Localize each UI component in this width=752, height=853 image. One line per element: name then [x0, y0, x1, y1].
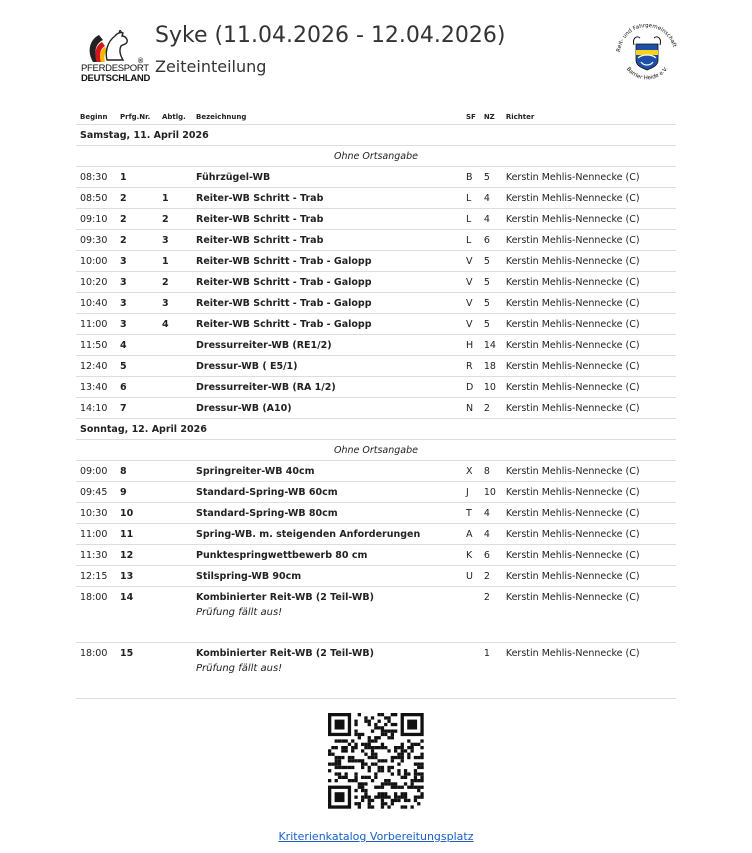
competition-name: Dressur-WB (A10) — [196, 402, 292, 414]
cell-bezeichnung — [192, 230, 462, 251]
cell-sf: U — [462, 566, 480, 587]
cell-richter: Kerstin Mehlis-Nennecke (C) — [502, 230, 676, 251]
day-row — [76, 419, 676, 440]
cell-prfg-nr: 2 — [116, 188, 158, 209]
cell-beginn: 10:00 — [76, 251, 116, 272]
cell-nz: 5 — [480, 167, 502, 188]
cell-prfg-nr: 6 — [116, 377, 158, 398]
table-row — [76, 335, 676, 356]
table-row — [76, 230, 676, 251]
cell-beginn: 10:40 — [76, 293, 116, 314]
cell-prfg-nr: 3 — [116, 272, 158, 293]
cell-bezeichnung — [192, 335, 462, 356]
col-beginn: Beginn — [76, 109, 116, 125]
cell-sf: N — [462, 398, 480, 419]
cell-bezeichnung — [192, 167, 462, 188]
cell-beginn: 12:15 — [76, 566, 116, 587]
table-row — [76, 587, 676, 643]
competition-name: Dressurreiter-WB (RE1/2) — [196, 339, 332, 351]
cell-sf: R — [462, 356, 480, 377]
table-row — [76, 188, 676, 209]
day-label: Sonntag, 12. April 2026 — [76, 419, 676, 440]
cell-abtlg — [158, 566, 192, 587]
competition-name: Dressurreiter-WB (RA 1/2) — [196, 381, 336, 393]
kriterienkatalog-link[interactable]: Kriterienkatalog Vorbereitungsplatz — [278, 830, 474, 843]
cell-sf: D — [462, 377, 480, 398]
logo-arc-text: Reit- und Fahrgemeinschaft — [616, 24, 678, 53]
cell-bezeichnung — [192, 377, 462, 398]
cell-beginn: 18:00 — [76, 643, 116, 699]
location-label: Ohne Ortsangabe — [76, 146, 676, 167]
cell-nz: 10 — [480, 482, 502, 503]
cell-abtlg — [158, 398, 192, 419]
cell-prfg-nr: 3 — [116, 251, 158, 272]
cell-bezeichnung — [192, 314, 462, 335]
cell-nz: 2 — [480, 587, 502, 643]
horse-head-icon — [79, 30, 145, 64]
cell-sf: B — [462, 167, 480, 188]
cell-nz: 18 — [480, 356, 502, 377]
logo-line-2: DEUTSCHLAND — [81, 73, 151, 84]
col-prfg-nr: Prfg.Nr. — [116, 109, 158, 125]
cell-richter: Kerstin Mehlis-Nennecke (C) — [502, 314, 676, 335]
competition-name: Dressur-WB ( E5/1) — [196, 360, 298, 372]
cell-abtlg — [158, 377, 192, 398]
col-bezeichnung: Bezeichnung — [192, 109, 462, 125]
cell-bezeichnung — [192, 524, 462, 545]
cell-beginn: 09:10 — [76, 209, 116, 230]
cell-richter: Kerstin Mehlis-Nennecke (C) — [502, 209, 676, 230]
cell-sf: J — [462, 482, 480, 503]
cancellation-note: Prüfung fällt aus! — [196, 607, 283, 618]
cell-nz: 6 — [480, 230, 502, 251]
cell-beginn: 11:00 — [76, 314, 116, 335]
cell-beginn: 10:20 — [76, 272, 116, 293]
cell-richter: Kerstin Mehlis-Nennecke (C) — [502, 461, 676, 482]
qr-code — [312, 703, 437, 818]
cell-richter: Kerstin Mehlis-Nennecke (C) — [502, 566, 676, 587]
col-richter: Richter — [502, 109, 676, 125]
cell-sf: V — [462, 251, 480, 272]
competition-name: Kombinierter Reit-WB (2 Teil-WB) — [196, 592, 374, 603]
table-row — [76, 167, 676, 188]
cell-prfg-nr: 1 — [116, 167, 158, 188]
cell-abtlg: 1 — [158, 251, 192, 272]
table-row — [76, 503, 676, 524]
cell-nz: 4 — [480, 188, 502, 209]
cell-prfg-nr: 7 — [116, 398, 158, 419]
cell-prfg-nr: 3 — [116, 314, 158, 335]
cell-beginn: 08:50 — [76, 188, 116, 209]
cell-richter: Kerstin Mehlis-Nennecke (C) — [502, 251, 676, 272]
cell-beginn: 09:00 — [76, 461, 116, 482]
table-row — [76, 566, 676, 587]
table-row — [76, 272, 676, 293]
cell-abtlg: 2 — [158, 209, 192, 230]
cell-bezeichnung — [192, 293, 462, 314]
cell-richter: Kerstin Mehlis-Nennecke (C) — [502, 356, 676, 377]
cell-sf — [462, 587, 480, 643]
pferdesport-deutschland-logo — [79, 30, 151, 86]
cell-bezeichnung — [192, 251, 462, 272]
cell-bezeichnung — [192, 643, 462, 699]
cell-sf: K — [462, 545, 480, 566]
cell-sf: A — [462, 524, 480, 545]
cell-abtlg — [158, 545, 192, 566]
competition-name: Standard-Spring-WB 80cm — [196, 507, 338, 519]
cell-bezeichnung — [192, 461, 462, 482]
table-header-row — [76, 109, 676, 125]
competition-name: Stilspring-WB 90cm — [196, 570, 302, 582]
cell-abtlg: 1 — [158, 188, 192, 209]
logo-line-1: PFERDESPORT — [81, 63, 149, 74]
table-row — [76, 209, 676, 230]
cell-sf: T — [462, 503, 480, 524]
cell-richter: Kerstin Mehlis-Nennecke (C) — [502, 398, 676, 419]
competition-name: Reiter-WB Schritt - Trab - Galopp — [196, 318, 372, 330]
cell-nz: 2 — [480, 398, 502, 419]
cell-abtlg — [158, 356, 192, 377]
cell-beginn: 11:50 — [76, 335, 116, 356]
cell-prfg-nr: 13 — [116, 566, 158, 587]
table-row — [76, 545, 676, 566]
cell-nz: 10 — [480, 377, 502, 398]
cell-nz: 14 — [480, 335, 502, 356]
cell-beginn: 18:00 — [76, 587, 116, 643]
cell-richter: Kerstin Mehlis-Nennecke (C) — [502, 188, 676, 209]
cell-nz: 4 — [480, 209, 502, 230]
cell-bezeichnung — [192, 272, 462, 293]
cell-nz: 5 — [480, 251, 502, 272]
cell-sf: V — [462, 314, 480, 335]
cell-bezeichnung — [192, 482, 462, 503]
cell-beginn: 12:40 — [76, 356, 116, 377]
cell-nz: 2 — [480, 566, 502, 587]
page-subtitle: Zeiteinteilung — [155, 57, 267, 76]
cell-sf: H — [462, 335, 480, 356]
logo-bottom-text: Barrier Heide e.V. — [624, 66, 670, 82]
cell-prfg-nr: 10 — [116, 503, 158, 524]
cell-richter: Kerstin Mehlis-Nennecke (C) — [502, 643, 676, 699]
cell-sf — [462, 643, 480, 699]
club-emblem-icon — [612, 24, 682, 90]
cell-abtlg — [158, 524, 192, 545]
competition-name: Spring-WB. m. steigenden Anforderungen — [196, 528, 421, 540]
competition-name: Führzügel-WB — [196, 171, 271, 183]
competition-name: Reiter-WB Schritt - Trab — [196, 192, 324, 204]
competition-name: Reiter-WB Schritt - Trab - Galopp — [196, 297, 372, 309]
cell-richter: Kerstin Mehlis-Nennecke (C) — [502, 482, 676, 503]
cell-prfg-nr: 9 — [116, 482, 158, 503]
cell-abtlg: 4 — [158, 314, 192, 335]
cell-prfg-nr: 5 — [116, 356, 158, 377]
competition-name: Reiter-WB Schritt - Trab — [196, 213, 324, 225]
cell-prfg-nr: 8 — [116, 461, 158, 482]
table-row — [76, 524, 676, 545]
cell-abtlg — [158, 587, 192, 643]
cell-prfg-nr: 3 — [116, 293, 158, 314]
cell-beginn: 13:40 — [76, 377, 116, 398]
cell-beginn: 11:00 — [76, 524, 116, 545]
day-row — [76, 125, 676, 146]
logo-registered: ® — [138, 58, 144, 65]
club-logo — [612, 24, 682, 90]
schedule-body — [76, 125, 676, 699]
cell-bezeichnung — [192, 398, 462, 419]
competition-name: Kombinierter Reit-WB (2 Teil-WB) — [196, 648, 374, 659]
cell-nz: 4 — [480, 524, 502, 545]
table-row — [76, 461, 676, 482]
cell-nz: 8 — [480, 461, 502, 482]
competition-name: Reiter-WB Schritt - Trab - Galopp — [196, 276, 372, 288]
cell-richter: Kerstin Mehlis-Nennecke (C) — [502, 272, 676, 293]
cell-bezeichnung — [192, 209, 462, 230]
competition-name: Reiter-WB Schritt - Trab - Galopp — [196, 255, 372, 267]
cancellation-note: Prüfung fällt aus! — [196, 663, 283, 674]
cell-richter: Kerstin Mehlis-Nennecke (C) — [502, 545, 676, 566]
cell-abtlg — [158, 482, 192, 503]
cell-abtlg: 3 — [158, 230, 192, 251]
cell-abtlg — [158, 643, 192, 699]
cell-bezeichnung — [192, 188, 462, 209]
cell-beginn: 10:30 — [76, 503, 116, 524]
competition-name: Springreiter-WB 40cm — [196, 465, 315, 477]
cell-prfg-nr: 14 — [116, 587, 158, 643]
cell-richter: Kerstin Mehlis-Nennecke (C) — [502, 587, 676, 643]
cell-prfg-nr: 2 — [116, 230, 158, 251]
cell-prfg-nr: 15 — [116, 643, 158, 699]
table-row — [76, 314, 676, 335]
cell-beginn: 11:30 — [76, 545, 116, 566]
cell-prfg-nr: 11 — [116, 524, 158, 545]
cell-bezeichnung — [192, 545, 462, 566]
cell-richter: Kerstin Mehlis-Nennecke (C) — [502, 167, 676, 188]
location-row — [76, 440, 676, 461]
col-abtlg: Abtlg. — [158, 109, 192, 125]
cell-richter: Kerstin Mehlis-Nennecke (C) — [502, 377, 676, 398]
cell-abtlg: 3 — [158, 293, 192, 314]
cell-richter: Kerstin Mehlis-Nennecke (C) — [502, 524, 676, 545]
cell-sf: V — [462, 293, 480, 314]
cell-beginn: 09:45 — [76, 482, 116, 503]
table-row — [76, 251, 676, 272]
cell-richter: Kerstin Mehlis-Nennecke (C) — [502, 503, 676, 524]
cell-richter: Kerstin Mehlis-Nennecke (C) — [502, 335, 676, 356]
table-row — [76, 377, 676, 398]
cell-sf: L — [462, 209, 480, 230]
cell-sf: L — [462, 230, 480, 251]
cell-bezeichnung — [192, 503, 462, 524]
cell-bezeichnung — [192, 587, 462, 643]
cell-sf: V — [462, 272, 480, 293]
cell-nz: 5 — [480, 272, 502, 293]
cell-abtlg — [158, 461, 192, 482]
cell-sf: L — [462, 188, 480, 209]
day-label: Samstag, 11. April 2026 — [76, 125, 676, 146]
table-row — [76, 293, 676, 314]
table-row — [76, 398, 676, 419]
cell-nz: 1 — [480, 643, 502, 699]
cell-prfg-nr: 2 — [116, 209, 158, 230]
cell-abtlg — [158, 503, 192, 524]
cell-nz: 5 — [480, 314, 502, 335]
table-row — [76, 356, 676, 377]
cell-abtlg: 2 — [158, 272, 192, 293]
col-nz: NZ — [480, 109, 502, 125]
cell-richter: Kerstin Mehlis-Nennecke (C) — [502, 293, 676, 314]
table-row — [76, 643, 676, 699]
competition-name: Punktespringwettbewerb 80 cm — [196, 549, 368, 561]
cell-nz: 4 — [480, 503, 502, 524]
cell-bezeichnung — [192, 356, 462, 377]
cell-beginn: 09:30 — [76, 230, 116, 251]
location-row — [76, 146, 676, 167]
cell-beginn: 14:10 — [76, 398, 116, 419]
cell-abtlg — [158, 167, 192, 188]
cell-nz: 6 — [480, 545, 502, 566]
cell-beginn: 08:30 — [76, 167, 116, 188]
col-sf: SF — [462, 109, 480, 125]
schedule-table — [76, 109, 676, 699]
page-title: Syke (11.04.2026 - 12.04.2026) — [155, 23, 506, 48]
location-label: Ohne Ortsangabe — [76, 440, 676, 461]
cell-nz: 5 — [480, 293, 502, 314]
cell-prfg-nr: 12 — [116, 545, 158, 566]
competition-name: Reiter-WB Schritt - Trab — [196, 234, 324, 246]
table-row — [76, 482, 676, 503]
cell-bezeichnung — [192, 566, 462, 587]
competition-name: Standard-Spring-WB 60cm — [196, 486, 338, 498]
cell-sf: X — [462, 461, 480, 482]
cell-abtlg — [158, 335, 192, 356]
cell-prfg-nr: 4 — [116, 335, 158, 356]
